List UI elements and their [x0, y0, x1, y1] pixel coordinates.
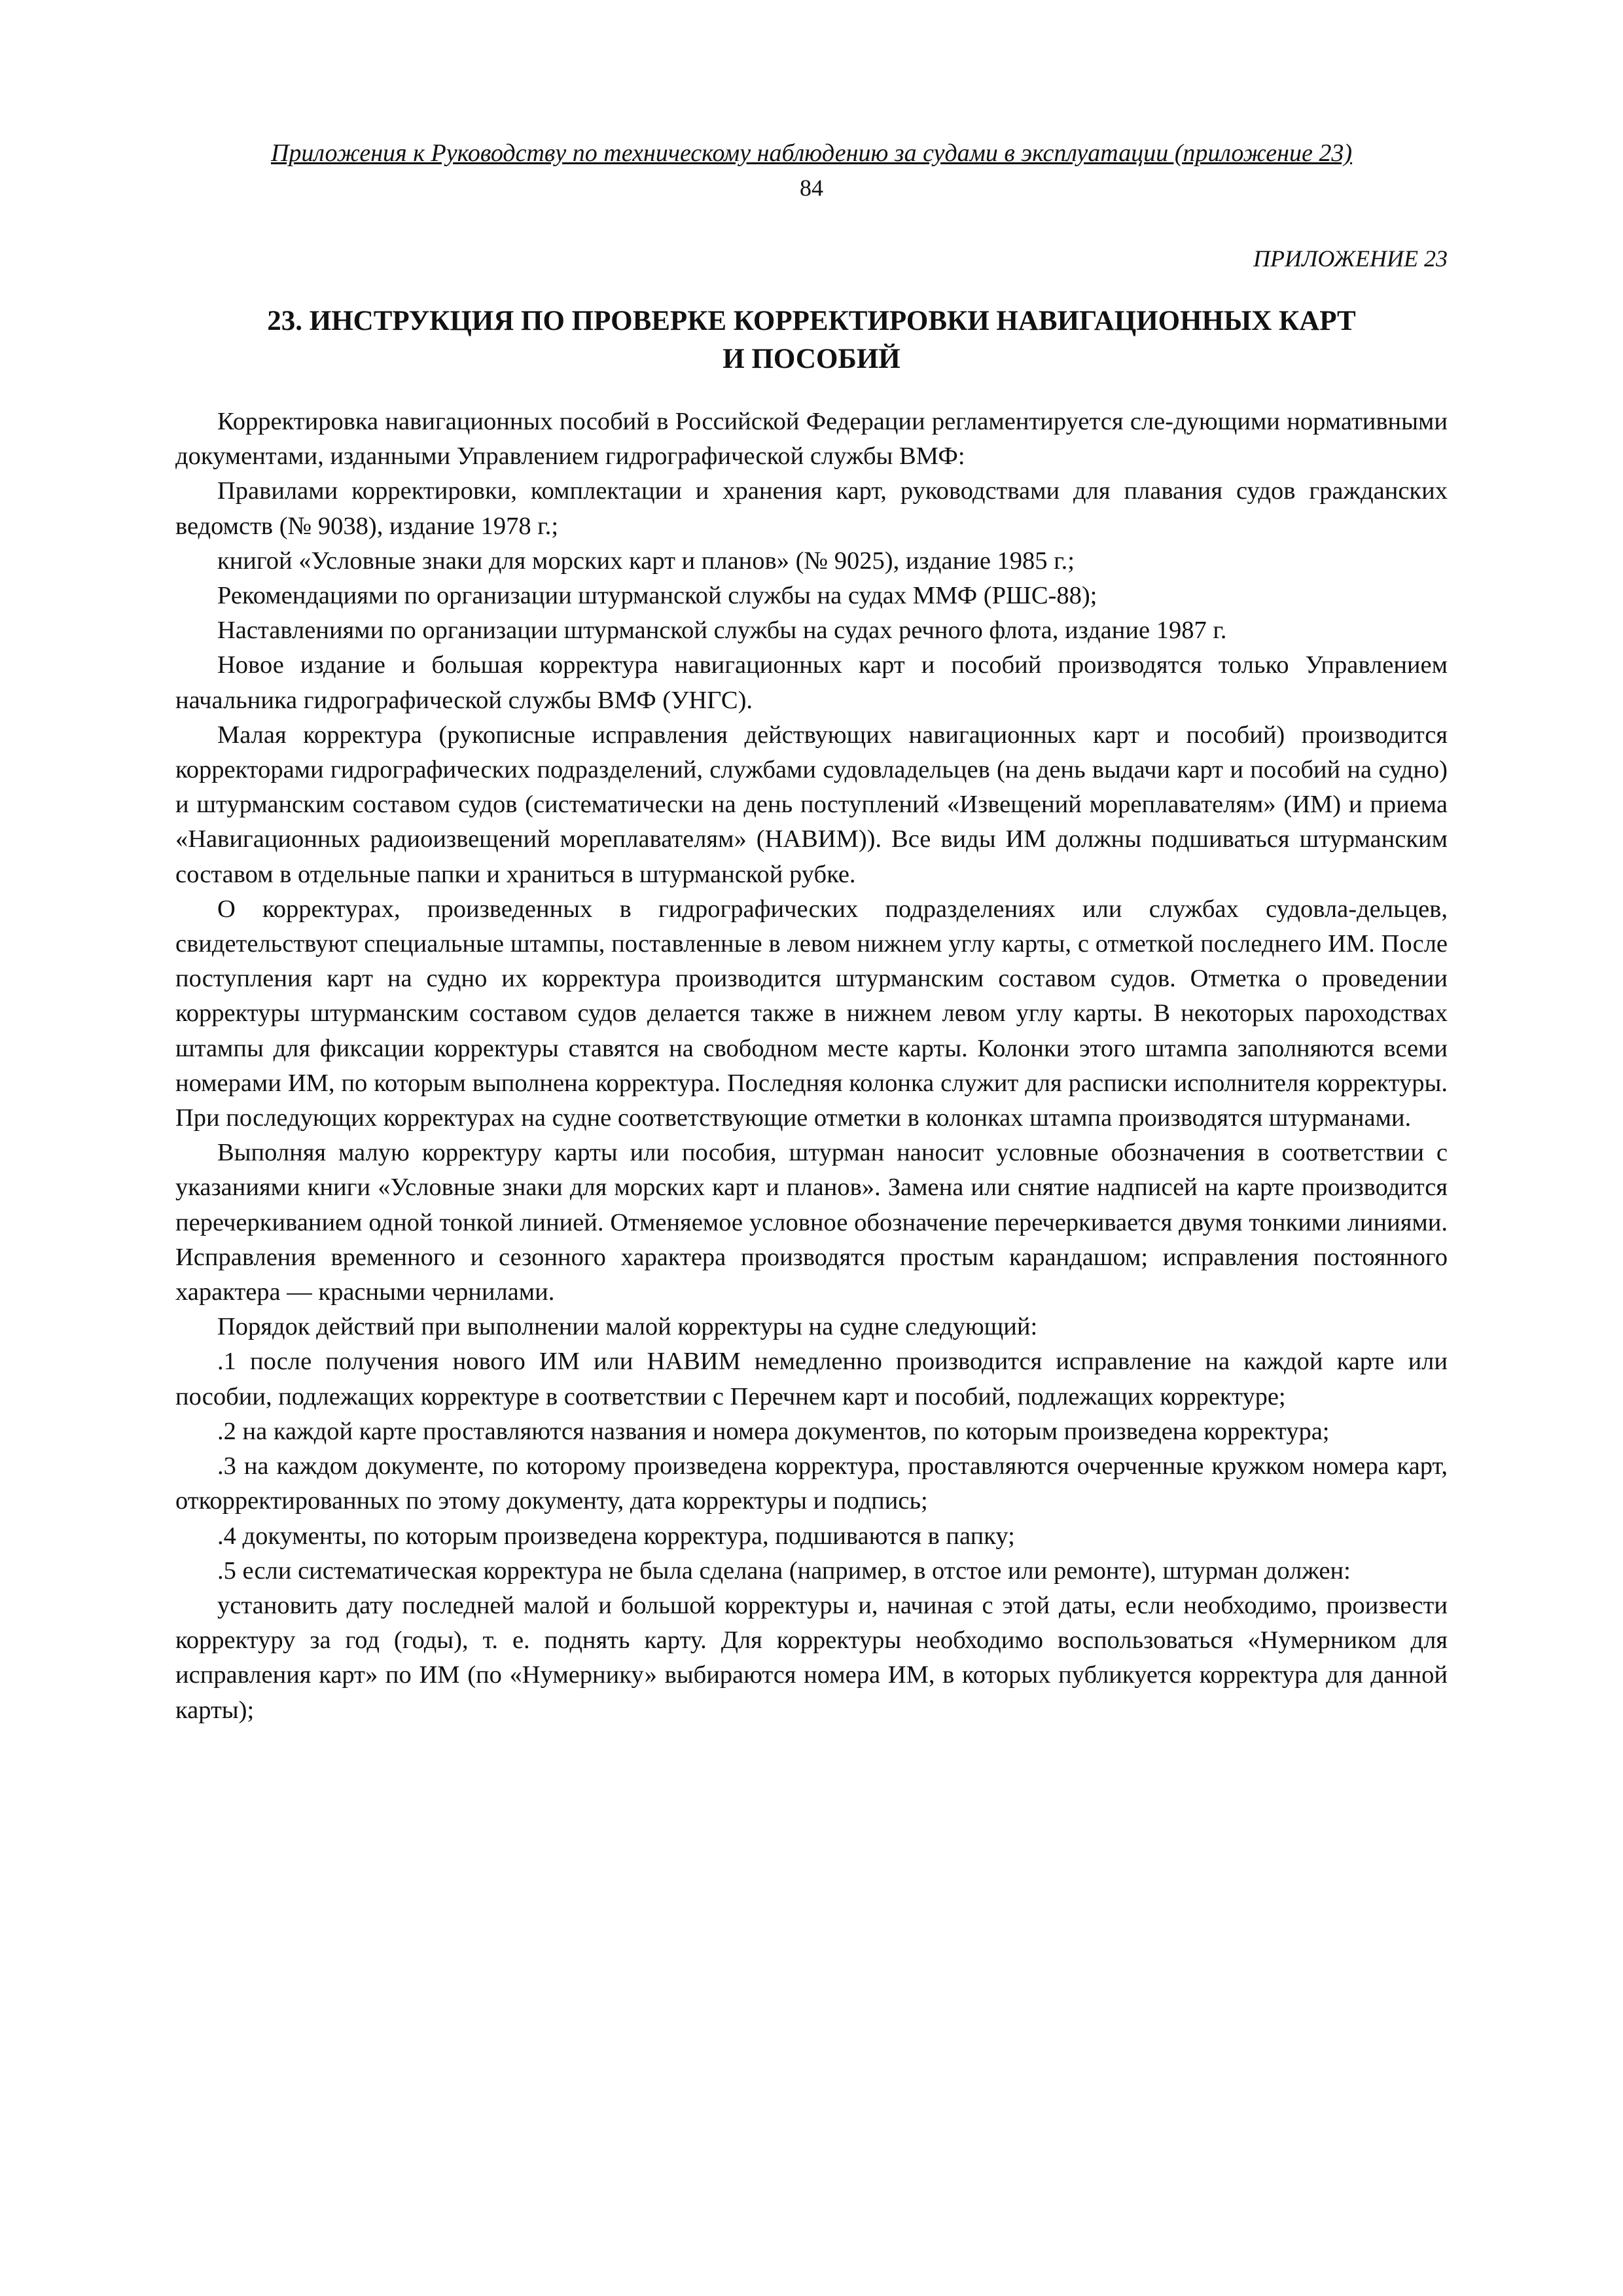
paragraph: Новое издание и большая корректура навигационных карт и пособий производятся только Управлением начальника гидрографической службы ВМФ (УНГС).: [175, 651, 1448, 714]
paragraph: Наставлениями по организации штурманской службы на судах речного флота, издание 1987 г.: [217, 617, 1227, 645]
list-item: .4 документы, по которым произведена корректура, подшиваются в папку;: [217, 1522, 1015, 1550]
list-item: .3 на каждом документе, по которому произведена корректура, проставляются очерченные кружком номера карт, откорректированных по этому документу, дата корректуры и подпись;: [175, 1452, 1448, 1515]
paragraph: Малая корректура (рукописные исправления действующих навигационных карт и пособий) производится корректорами гидрографических подразделений, службами судовладельцев (на день выдачи карт и пособий на судно) и штурманским составом судов (систематически на день поступлений «Извещений мореплавателям» (ИМ) и приема «Навигационных радиоизвещений мореплавателям» (НАВИМ)). Все виды ИМ должны подшиваться штурманским составом в отдельные папки и храниться в штурманской рубке.: [175, 721, 1448, 888]
title-line-2: И ПОСОБИЙ: [722, 344, 901, 374]
page-number: 84: [800, 175, 823, 201]
list-item: .2 на каждой карте проставляются названия и номера документов, по которым произведена корректура;: [217, 1417, 1330, 1445]
paragraph: Порядок действий при выполнении малой корректуры на судне следующий:: [217, 1313, 1038, 1341]
body-text: [175, 404, 1448, 1728]
paragraph: установить дату последней малой и большой корректуры и, начиная с этой даты, если необходимо, произвести корректуру за год (годы), т. е. поднять карту. Для корректуры необходимо воспользоваться «Нумерником для исправления карт» по ИМ (по «Нумернику» выбираются номера ИМ, в которых публикуется корректура для данной карты);: [175, 1591, 1448, 1724]
title-line-1: 23. ИНСТРУКЦИЯ ПО ПРОВЕРКЕ КОРРЕКТИРОВКИ НАВИГАЦИОННЫХ КАРТ: [267, 306, 1356, 336]
list-item: .5 если систематическая корректура не была сделана (например, в отстое или ремонте), штурман должен:: [217, 1556, 1351, 1585]
document-page: [175, 137, 1448, 1728]
paragraph: Выполняя малую корректуру карты или пособия, штурман наносит условные обозначения в соответствии с указаниями книги «Условные знаки для морских карт и планов». Замена или снятие надписей на карте производится перечеркиванием одной тонкой линией. Отменяемое условное обозначение перечеркивается двумя тонкими линиями. Исправления временного и сезонного характера производятся простым карандашом; исправления постоянного характера — красными чернилами.: [175, 1139, 1448, 1306]
list-item: .1 после получения нового ИМ или НАВИМ немедленно производится исправление на каждой карте или пособии, подлежащих корректуре в соответствии с Перечнем карт и пособий, подлежащих корректуре;: [175, 1348, 1448, 1410]
paragraph: книгой «Условные знаки для морских карт и планов» (№ 9025), издание 1985 г.;: [217, 547, 1075, 575]
paragraph: Правилами корректировки, комплектации и хранения карт, руководствами для плавания судов гражданских ведомств (№ 9038), издание 1978 г.;: [175, 477, 1448, 540]
document-title: [175, 302, 1448, 378]
appendix-label: ПРИЛОЖЕНИЕ 23: [1253, 245, 1448, 272]
paragraph: Рекомендациями по организации штурманской службы на судах ММФ (РШС-88);: [217, 582, 1097, 610]
running-header: Приложения к Руководству по техническому наблюдению за судами в эксплуатации (приложение 23): [270, 139, 1353, 167]
paragraph: О корректурах, произведенных в гидрографических подразделениях или службах судовла-дельцев, свидетельствуют специальные штампы, поставленные в левом нижнем углу карты, с отметкой последнего ИМ. После поступления карт на судно их корректура производится штурманским составом судов. Отметка о проведении корректуры штурманским составом судов делается также в нижнем левом углу карты. В некоторых пароходствах штампы для фиксации корректуры ставятся на свободном месте карты. Колонки этого штампа заполняются всеми номерами ИМ, по которым выполнена корректура. Последняя колонка служит для расписки исполнителя корректуры. При последующих корректурах на судне соответствующие отметки в колонках штампа производятся штурманами.: [175, 895, 1448, 1132]
paragraph: Корректировка навигационных пособий в Российской Федерации регламентируется сле-дующими нормативными документами, изданными Управлением гидрографической службы ВМФ:: [175, 408, 1448, 471]
